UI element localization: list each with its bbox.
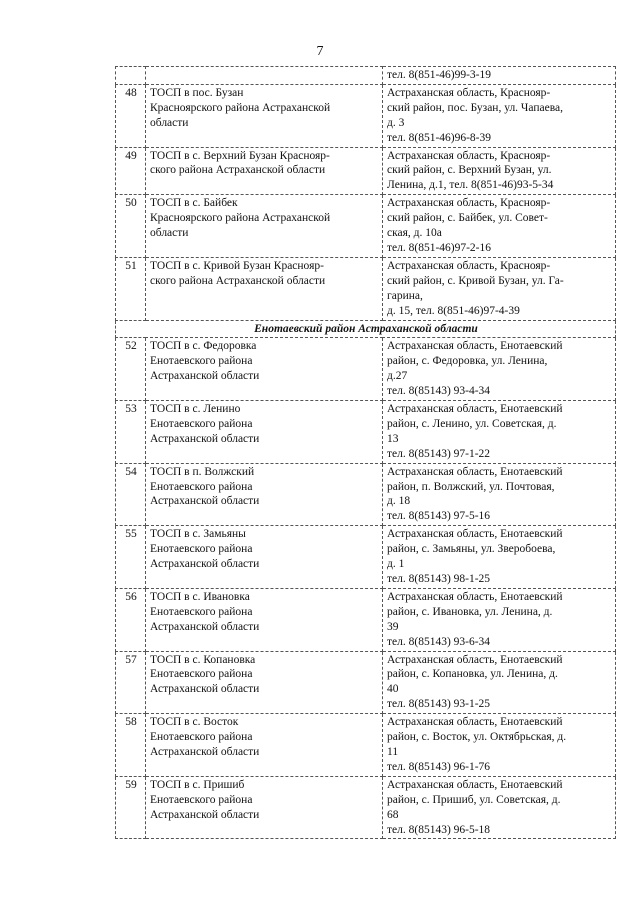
table-row xyxy=(116,84,616,147)
office-name: ТОСП в с. Пришиб Енотаевского района Астраханской области xyxy=(146,776,383,839)
office-address: Астраханская область, Енотаевский район, с. Замьяны, ул. Зверобоева, д. 1 тел. 8(85143) 98-1-25 xyxy=(383,526,616,589)
office-name: ТОСП в с. Верхний Бузан Краснояр- ского района Астраханской области xyxy=(146,147,383,195)
table-row xyxy=(116,588,616,651)
office-address: Астраханская область, Енотаевский район, с. Пришиб, ул. Советская, д. 68 тел. 8(85143) 96-5-18 xyxy=(383,776,616,839)
row-number: 52 xyxy=(116,338,146,401)
table-row xyxy=(116,651,616,714)
row-number: 58 xyxy=(116,714,146,777)
office-name-cell xyxy=(146,67,383,85)
table-row xyxy=(116,463,616,526)
row-number: 48 xyxy=(116,84,146,147)
table-row xyxy=(116,257,616,320)
office-address-cell: тел. 8(851-46)99-3-19 xyxy=(383,67,616,85)
row-number: 56 xyxy=(116,588,146,651)
row-number: 51 xyxy=(116,257,146,320)
row-number: 54 xyxy=(116,463,146,526)
office-name: ТОСП в с. Федоровка Енотаевского района Астраханской области xyxy=(146,338,383,401)
row-number-cell xyxy=(116,67,146,85)
row-number: 49 xyxy=(116,147,146,195)
office-address: Астраханская область, Краснояр- ский район, пос. Бузан, ул. Чапаева, д. 3 тел. 8(851-46)96-8-39 xyxy=(383,84,616,147)
table-row xyxy=(116,195,616,258)
office-address: Астраханская область, Енотаевский район, с. Федоровка, ул. Ленина, д.27 тел. 8(85143) 93-4-34 xyxy=(383,338,616,401)
page-number: 7 xyxy=(316,44,324,59)
office-name: ТОСП в с. Ленино Енотаевского района Астраханской области xyxy=(146,401,383,464)
office-address: Астраханская область, Енотаевский район, с. Ивановка, ул. Ленина, д. 39 тел. 8(85143) 93-6-34 xyxy=(383,588,616,651)
office-name: ТОСП в п. Волжский Енотаевского района Астраханской области xyxy=(146,463,383,526)
row-number: 55 xyxy=(116,526,146,589)
row-number: 59 xyxy=(116,776,146,839)
office-address: Астраханская область, Енотаевский район, с. Копановка, ул. Ленина, д. 40 тел. 8(85143) 93-1-25 xyxy=(383,651,616,714)
office-name: ТОСП в с. Кривой Бузан Краснояр- ского района Астраханской области xyxy=(146,257,383,320)
row-number: 53 xyxy=(116,401,146,464)
table-row xyxy=(116,714,616,777)
section-header-row xyxy=(116,320,616,338)
office-address: Астраханская область, Краснояр- ский район, с. Верхний Бузан, ул. Ленина, д.1, тел. 8(851-46)93-5-34 xyxy=(383,147,616,195)
office-name: ТОСП в с. Байбек Красноярского района Астраханской области xyxy=(146,195,383,258)
table-row xyxy=(116,147,616,195)
offices-table-body xyxy=(116,67,616,839)
continuation-row xyxy=(116,67,616,85)
office-address: Астраханская область, Енотаевский район, с. Ленино, ул. Советская, д. 13 тел. 8(85143) 97-1-22 xyxy=(383,401,616,464)
office-name: ТОСП в с. Замьяны Енотаевского района Астраханской области xyxy=(146,526,383,589)
table-row xyxy=(116,401,616,464)
row-number: 57 xyxy=(116,651,146,714)
office-address: Астраханская область, Краснояр- ский район, с. Байбек, ул. Совет- ская, д. 10а тел. 8(851-46)97-2-16 xyxy=(383,195,616,258)
office-name: ТОСП в с. Копановка Енотаевского района Астраханской области xyxy=(146,651,383,714)
table-row xyxy=(116,526,616,589)
offices-table xyxy=(115,66,616,839)
row-number: 50 xyxy=(116,195,146,258)
office-name: ТОСП в пос. Бузан Красноярского района Астраханской области xyxy=(146,84,383,147)
office-address: Астраханская область, Енотаевский район, п. Волжский, ул. Почтовая, д. 18 тел. 8(85143) 97-5-16 xyxy=(383,463,616,526)
section-title: Енотаевский район Астраханской области xyxy=(116,320,616,338)
office-name: ТОСП в с. Ивановка Енотаевского района Астраханской области xyxy=(146,588,383,651)
office-name: ТОСП в с. Восток Енотаевского района Астраханской области xyxy=(146,714,383,777)
table-row xyxy=(116,338,616,401)
office-address: Астраханская область, Краснояр- ский район, с. Кривой Бузан, ул. Га- гарина, д. 15, тел. 8(851-46)97-4-39 xyxy=(383,257,616,320)
office-address: Астраханская область, Енотаевский район, с. Восток, ул. Октябрьская, д. 11 тел. 8(85143) 96-1-76 xyxy=(383,714,616,777)
table-row xyxy=(116,776,616,839)
